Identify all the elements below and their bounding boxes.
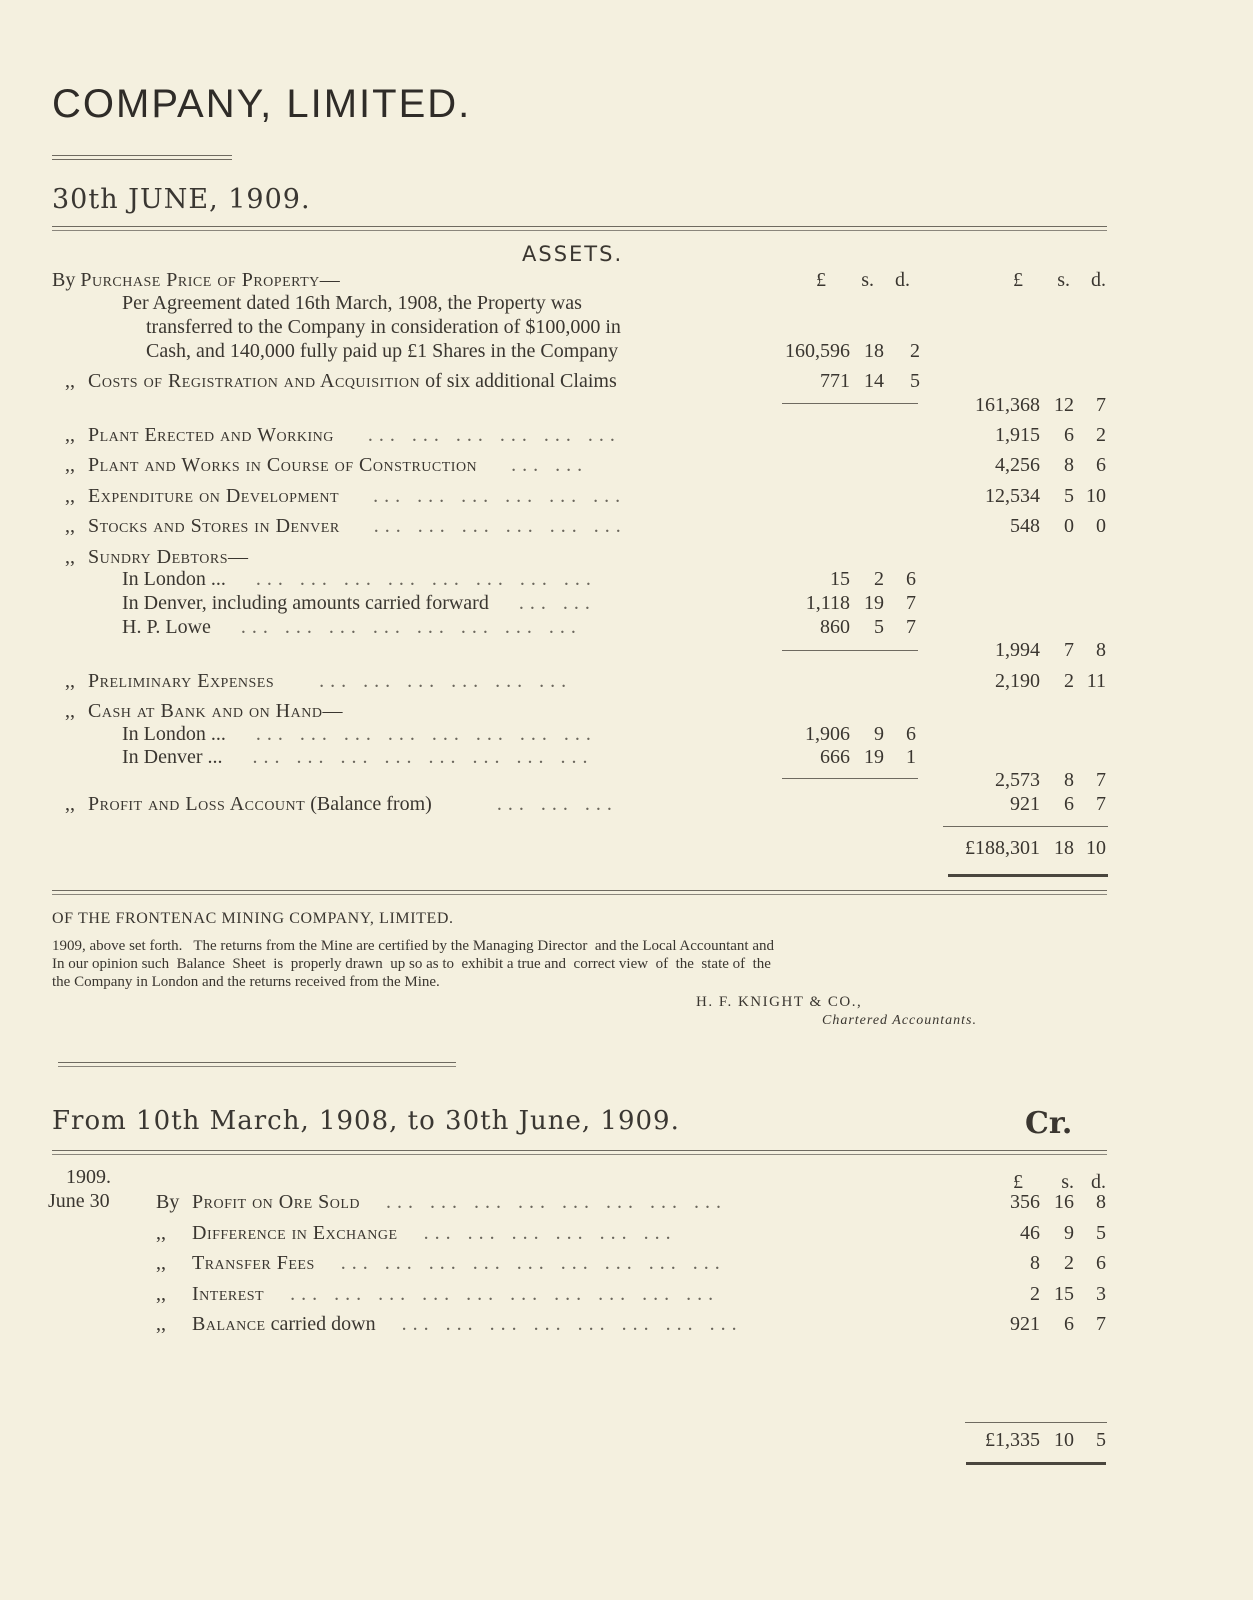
preliminary-shillings: 2 <box>1064 670 1074 692</box>
asset-pence: 2 <box>1096 424 1106 446</box>
leader-dots: ... ... ... ... ... ... <box>319 670 573 692</box>
entry-prefix: By <box>52 269 76 291</box>
pl-total-double-rule <box>966 1462 1106 1465</box>
pl-entry <box>156 1282 719 1306</box>
pl-col-header-shillings: s. <box>1061 1171 1074 1193</box>
pl-entry <box>156 1221 677 1245</box>
cash-line-pounds: 666 <box>820 746 850 768</box>
pl-total-shillings: 10 <box>1054 1429 1074 1451</box>
profit-loss-shillings: 6 <box>1064 793 1074 815</box>
leader-dots: ... ... ... ... ... ... ... ... <box>240 616 582 638</box>
subtotal-rule <box>782 778 918 779</box>
entry-prefix: ,, <box>156 1313 166 1335</box>
asset-shillings: 8 <box>1064 454 1074 476</box>
entry-label: Profit on Ore Sold <box>192 1191 361 1213</box>
ditto-mark: ,, <box>65 370 75 392</box>
pl-entry <box>156 1251 726 1275</box>
pl-entry-shillings: 2 <box>1064 1252 1074 1274</box>
asset-row <box>52 423 621 447</box>
sundry-line <box>122 567 597 591</box>
grand-total-pence: 10 <box>1086 837 1106 859</box>
entry-label-tail: carried down <box>270 1313 376 1335</box>
cash-line-pence: 6 <box>906 723 916 745</box>
auditor-title: Chartered Accountants. <box>822 1013 977 1028</box>
entry-label: Transfer Fees <box>192 1252 315 1274</box>
asset-pence: 0 <box>1096 515 1106 537</box>
ditto-mark: ,, <box>65 515 75 537</box>
cash-line <box>122 722 597 746</box>
cash-line <box>122 745 594 769</box>
ditto-mark: ,, <box>65 454 75 476</box>
entry-label: Difference in Exchange <box>192 1222 398 1244</box>
preliminary-pence: 11 <box>1086 670 1106 692</box>
purchase-detail-2: transferred to the Company in consideration of $100,000 in <box>146 316 621 338</box>
entry-label: Plant Erected and Working <box>88 424 334 446</box>
short-rule <box>52 159 232 160</box>
audit-text-line-2: In our opinion such Balance Sheet is properly drawn up so as to exhibit a true and correct view of the state of the <box>52 956 771 972</box>
registration-pounds: 771 <box>820 370 850 392</box>
line-label: In Denver ... <box>122 746 223 768</box>
entry-label: Costs of Registration and Acquisition <box>88 370 421 392</box>
asset-pounds: 4,256 <box>995 454 1040 476</box>
pl-entry-shillings: 16 <box>1054 1191 1074 1213</box>
cash-total-pence: 7 <box>1096 769 1106 791</box>
pl-col-header-pence: d. <box>1091 1171 1106 1193</box>
pl-entry-pence: 8 <box>1096 1191 1106 1213</box>
entry-label: Profit and Loss Account <box>88 793 306 815</box>
line-label: In London ... <box>122 723 226 745</box>
col-header-pence: d. <box>895 269 910 291</box>
asset-pence: 6 <box>1096 454 1106 476</box>
leader-dots: ... ... ... ... ... ... <box>373 485 627 507</box>
entry-prefix: ,, <box>156 1222 166 1244</box>
asset-pence: 10 <box>1086 485 1106 507</box>
entry-label: Plant and Works in Course of Construction <box>88 454 478 476</box>
total-rule <box>943 826 1108 827</box>
grand-total-pounds: £188,301 <box>965 837 1040 859</box>
asset-shillings: 0 <box>1064 515 1074 537</box>
asset-pounds: 548 <box>1010 515 1040 537</box>
ditto-mark: ,, <box>65 485 75 507</box>
sundry-line-shillings: 2 <box>874 568 884 590</box>
pl-total-pence: 5 <box>1096 1429 1106 1451</box>
col-header-shillings-outer: s. <box>1057 269 1070 291</box>
ditto-mark: ,, <box>65 793 75 815</box>
line-label: In Denver, including amounts carried forward <box>122 592 489 614</box>
sundry-line-pounds: 860 <box>820 616 850 638</box>
pl-heading: From 10th March, 1908, to 30th June, 1909. <box>52 1106 680 1136</box>
line-label: H. P. Lowe <box>122 616 211 638</box>
entry-label: Purchase Price of Property— <box>80 269 341 291</box>
header-double-rule <box>52 226 1107 231</box>
property-total-pence: 7 <box>1096 394 1106 416</box>
company-title: COMPANY, LIMITED. <box>52 82 472 126</box>
sundry-debtors-heading <box>52 545 249 569</box>
line-label: In London ... <box>122 568 226 590</box>
sundry-line-pounds: 1,118 <box>805 592 850 614</box>
sundry-line-pence: 7 <box>906 616 916 638</box>
audit-text-line-3: the Company in London and the returns received from the Mine. <box>52 974 440 990</box>
cash-line-shillings: 9 <box>874 723 884 745</box>
pl-entry-pounds: 8 <box>1030 1252 1040 1274</box>
assets-heading: ASSETS. <box>522 242 624 266</box>
pl-entry-pounds: 921 <box>1010 1313 1040 1335</box>
pl-total-rule <box>965 1422 1107 1423</box>
pl-double-rule <box>52 1150 1107 1155</box>
ditto-mark: ,, <box>65 700 75 722</box>
balance-sheet-date: 30th JUNE, 1909. <box>52 184 311 215</box>
section-double-rule <box>52 890 1107 895</box>
asset-shillings: 6 <box>1064 424 1074 446</box>
pl-entry-pence: 6 <box>1096 1252 1106 1274</box>
asset-shillings: 5 <box>1064 485 1074 507</box>
preliminary-row <box>52 669 572 693</box>
cash-heading <box>52 699 343 723</box>
asset-row <box>52 484 626 508</box>
pl-col-header-pounds: £ <box>1013 1171 1023 1193</box>
purchase-shillings: 18 <box>864 340 884 362</box>
credit-side-label: Cr. <box>1025 1106 1073 1141</box>
profit-loss-pence: 7 <box>1096 793 1106 815</box>
preliminary-pounds: 2,190 <box>995 670 1040 692</box>
pl-entry-pounds: 46 <box>1020 1222 1040 1244</box>
pl-entry <box>156 1312 743 1336</box>
subtotal-rule <box>782 650 918 651</box>
registration-pence: 5 <box>910 370 920 392</box>
sundry-line-pence: 6 <box>906 568 916 590</box>
cash-total-shillings: 8 <box>1064 769 1074 791</box>
property-total-pounds: 161,368 <box>975 394 1040 416</box>
leader-dots: ... ... ... ... ... ... ... ... <box>255 568 597 590</box>
registration-shillings: 14 <box>864 370 884 392</box>
pl-entry-shillings: 6 <box>1064 1313 1074 1335</box>
sundry-line-shillings: 19 <box>864 592 884 614</box>
cash-line-pounds: 1,906 <box>805 723 850 745</box>
divider-rule <box>58 1062 456 1067</box>
subtotal-rule <box>782 403 918 404</box>
audit-text-line-1: 1909, above set forth. The returns from the Mine are certified by the Managing Director and the Local Accountant and <box>52 938 774 954</box>
leader-dots: ... ... ... ... ... ... ... ... ... ... <box>290 1283 720 1305</box>
purchase-pence: 2 <box>910 340 920 362</box>
ditto-mark: ,, <box>65 424 75 446</box>
asset-row <box>52 514 627 538</box>
pl-year: 1909. <box>66 1166 111 1188</box>
cash-line-pence: 1 <box>906 746 916 768</box>
leader-dots: ... ... ... ... ... ... ... ... <box>252 746 594 768</box>
pl-entry-pence: 7 <box>1096 1313 1106 1335</box>
purchase-detail-3: Cash, and 140,000 fully paid up £1 Shares in the Company <box>146 340 619 362</box>
leader-dots: ... ... ... ... ... ... <box>373 515 627 537</box>
entry-label: Cash at Bank and on Hand— <box>88 700 343 722</box>
leader-dots: ... ... <box>511 454 589 476</box>
asset-pounds: 12,534 <box>985 485 1040 507</box>
entry-label: Interest <box>192 1283 265 1305</box>
entry-label: Preliminary Expenses <box>88 670 275 692</box>
leader-dots: ... ... ... ... ... ... ... ... <box>255 723 597 745</box>
sundry-line-pence: 7 <box>906 592 916 614</box>
short-rule <box>52 155 232 156</box>
profit-loss-pounds: 921 <box>1010 793 1040 815</box>
total-double-rule <box>948 874 1108 877</box>
asset-pounds: 1,915 <box>995 424 1040 446</box>
leader-dots: ... ... ... ... ... ... <box>423 1222 677 1244</box>
auditor-name: H. F. KNIGHT & CO., <box>696 994 863 1010</box>
entry-label: Balance <box>192 1313 266 1335</box>
pl-entry-pounds: 2 <box>1030 1283 1040 1305</box>
ditto-mark: ,, <box>65 670 75 692</box>
sundry-line-pounds: 15 <box>830 568 850 590</box>
registration-row <box>52 369 617 393</box>
sundry-line <box>122 591 596 615</box>
sundry-total-shillings: 7 <box>1064 639 1074 661</box>
col-header-shillings: s. <box>861 269 874 291</box>
leader-dots: ... ... ... <box>496 793 618 815</box>
audit-heading: OF THE FRONTENAC MINING COMPANY, LIMITED. <box>52 910 454 927</box>
entry-label-tail: of six additional Claims <box>425 370 617 392</box>
grand-total-shillings: 18 <box>1054 837 1074 859</box>
entry-prefix: ,, <box>156 1252 166 1274</box>
entry-label: Expenditure on Development <box>88 485 340 507</box>
pl-entry-shillings: 15 <box>1054 1283 1074 1305</box>
pl-entry-pence: 3 <box>1096 1283 1106 1305</box>
pl-entry-shillings: 9 <box>1064 1222 1074 1244</box>
entry-prefix: ,, <box>156 1283 166 1305</box>
leader-dots: ... ... ... ... ... ... <box>367 424 621 446</box>
property-total-shillings: 12 <box>1054 394 1074 416</box>
pl-total-pounds: £1,335 <box>985 1429 1040 1451</box>
pl-entry-pence: 5 <box>1096 1222 1106 1244</box>
sundry-line-shillings: 5 <box>874 616 884 638</box>
pl-date: June 30 <box>48 1190 110 1212</box>
leader-dots: ... ... ... ... ... ... ... ... ... <box>340 1252 726 1274</box>
pl-entry-pounds: 356 <box>1010 1191 1040 1213</box>
entry-prefix: By <box>156 1191 180 1213</box>
asset-row <box>52 453 588 477</box>
leader-dots: ... ... ... ... ... ... ... ... <box>401 1313 743 1335</box>
entry-label: Stocks and Stores in Denver <box>88 515 340 537</box>
purchase-detail-1: Per Agreement dated 16th March, 1908, the Property was <box>122 292 582 314</box>
col-header-pounds: £ <box>816 269 826 291</box>
ditto-mark: ,, <box>65 546 75 568</box>
col-header-pence-outer: d. <box>1091 269 1106 291</box>
profit-loss-row <box>52 792 618 816</box>
purchase-price-heading <box>52 268 340 292</box>
entry-label: Sundry Debtors— <box>88 546 249 568</box>
pl-entry <box>156 1190 727 1214</box>
col-header-pounds-outer: £ <box>1013 269 1023 291</box>
cash-line-shillings: 19 <box>864 746 884 768</box>
sundry-total-pounds: 1,994 <box>995 639 1040 661</box>
leader-dots: ... ... ... ... ... ... ... ... <box>386 1191 728 1213</box>
sundry-total-pence: 8 <box>1096 639 1106 661</box>
entry-label-tail: (Balance from) <box>310 793 432 815</box>
sundry-line <box>122 615 582 639</box>
purchase-pounds: 160,596 <box>785 340 850 362</box>
cash-total-pounds: 2,573 <box>995 769 1040 791</box>
leader-dots: ... ... <box>518 592 596 614</box>
